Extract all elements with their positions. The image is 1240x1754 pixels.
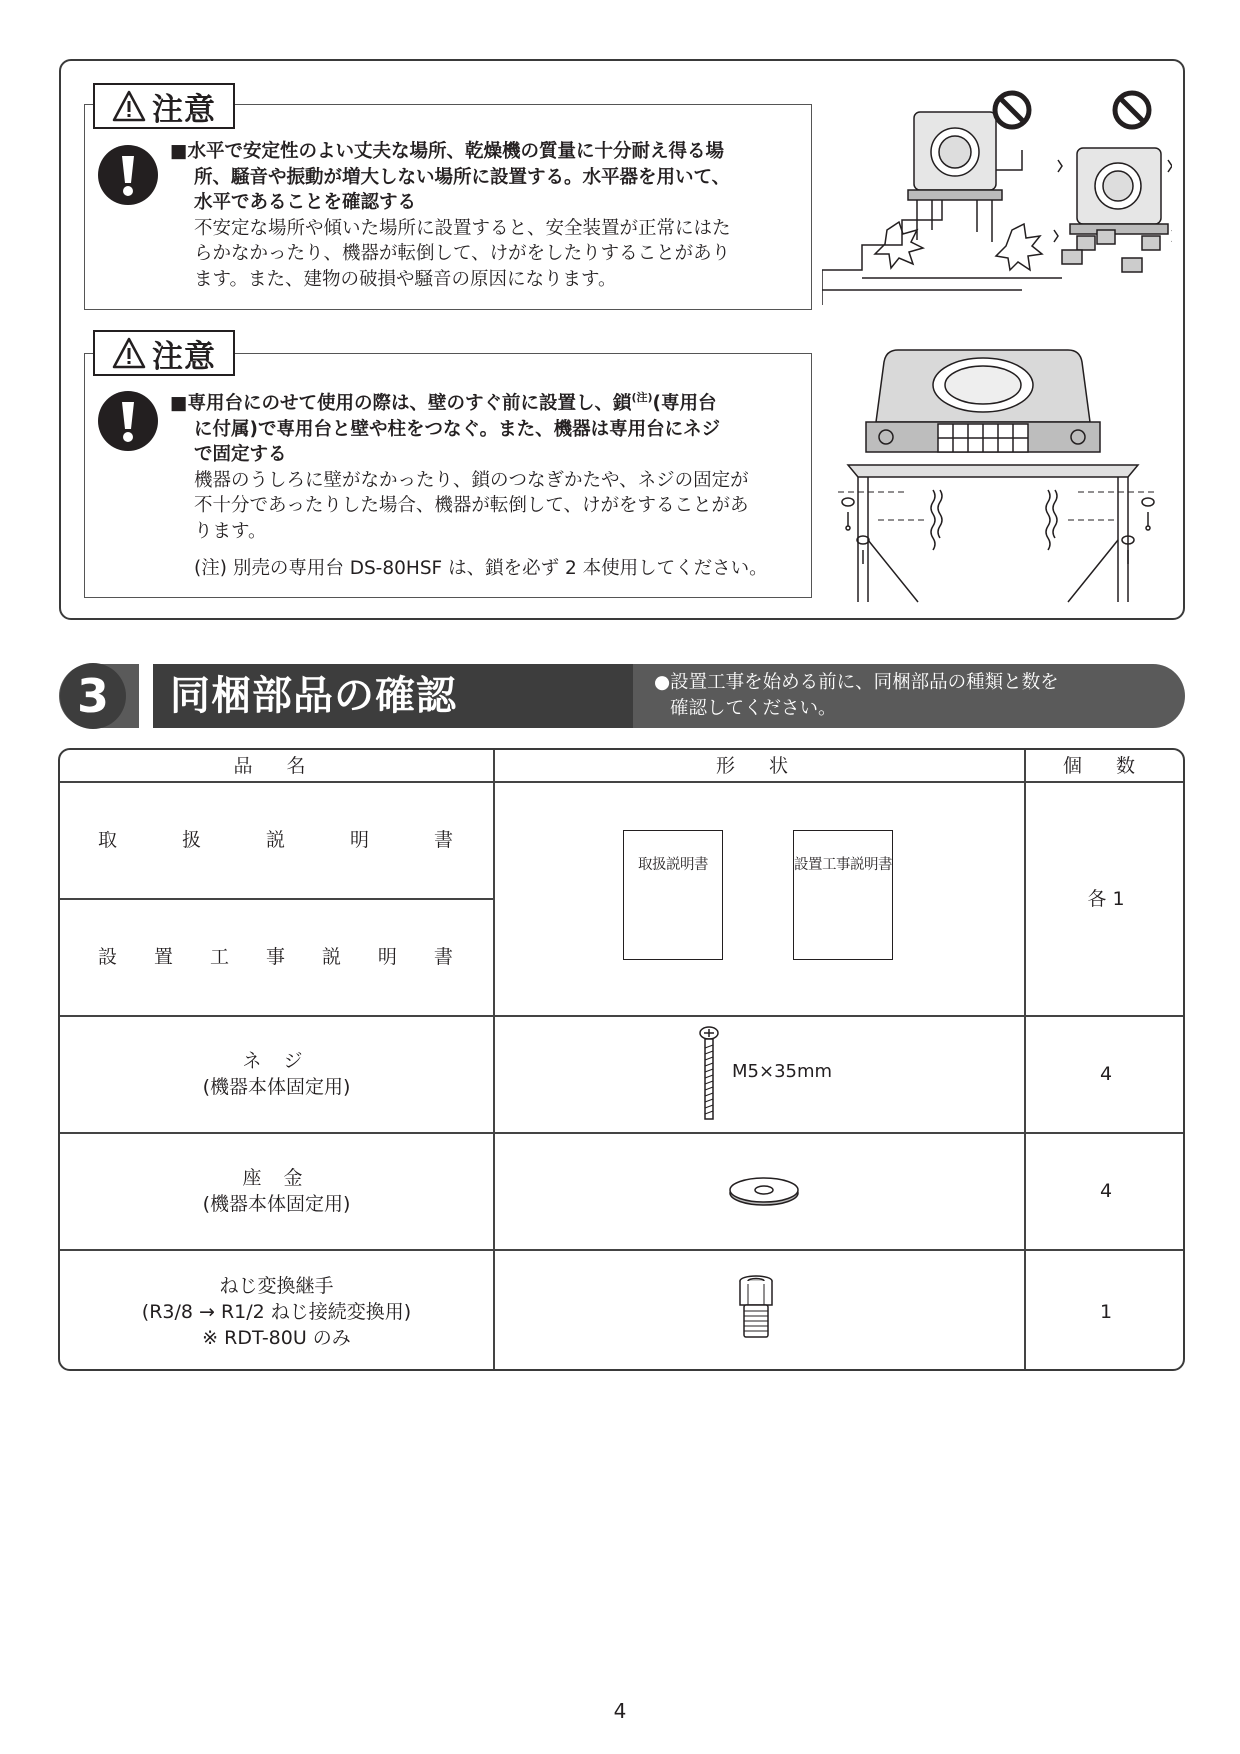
- table-divider: [493, 750, 495, 1369]
- caution-text-1: [170, 139, 810, 292]
- caution-heading-line: 水平であることを確認する: [194, 192, 417, 213]
- part-name: 座 金: [242, 1167, 311, 1189]
- part-purpose: (機器本体固定用): [202, 1076, 351, 1098]
- booklet-installation-manual: 設置工事説明書: [793, 830, 893, 960]
- stand-chain-illustration: [838, 340, 1158, 605]
- caution-body-line: 不安定な場所や傾いた場所に設置すると、安全装置が正常にはた: [194, 217, 731, 239]
- caution-label-text: 注意: [152, 338, 216, 375]
- mandatory-exclamation-icon: [97, 144, 159, 206]
- part-name-washer: [60, 1133, 493, 1249]
- header-count: 個 数: [1062, 754, 1150, 777]
- caution-label-text: 注意: [152, 91, 216, 128]
- part-name-joint: [60, 1250, 493, 1371]
- caution-heading-line: [170, 385, 810, 417]
- part-name-char: 扱: [181, 829, 201, 851]
- part-name-char: 説: [265, 829, 285, 851]
- thread-adapter-icon: [736, 1274, 776, 1340]
- caution-heading-line: ■水平で安定性のよい丈夫な場所、乾燥機の質量に十分耐え得る場: [170, 141, 724, 162]
- section-note-line: ●設置工事を始める前に、同梱部品の種類と数を: [654, 672, 1059, 693]
- parts-table: [58, 748, 1185, 1371]
- caution-heading-part: (専用台: [652, 393, 717, 414]
- part-name-char: 書: [433, 829, 453, 851]
- part-name-char: 明: [377, 946, 397, 968]
- section-title: 同梱部品の確認: [170, 673, 457, 719]
- part-name-char: 説: [321, 946, 341, 968]
- header-shape: 形 状: [715, 754, 803, 777]
- part-model-note: ※ RDT-80U のみ: [202, 1326, 351, 1349]
- part-name-char: 工: [209, 946, 229, 968]
- part-name-installation-manual: [60, 899, 493, 1015]
- warning-triangle-icon: [112, 90, 146, 122]
- note-reference: (注): [631, 391, 653, 404]
- caution-body-line: ります。: [194, 520, 267, 542]
- part-name: ネ ジ: [242, 1050, 311, 1072]
- part-name-char: 設: [98, 946, 118, 968]
- part-purpose: (機器本体固定用): [202, 1193, 351, 1215]
- screw-size: M5×35mm: [732, 1061, 833, 1082]
- section-number: 3: [60, 663, 126, 729]
- section-note: [654, 670, 1134, 722]
- washer-count: 4: [1099, 1180, 1113, 1202]
- caution-heading-line: で固定する: [194, 444, 287, 465]
- part-name-char: 書: [433, 946, 453, 968]
- caution-heading-part: ■専用台にのせて使用の際は、壁のすぐ前に設置し、鎖: [170, 393, 632, 414]
- booklet-instruction-manual: 取扱説明書: [623, 830, 723, 960]
- mandatory-exclamation-icon: [97, 390, 159, 452]
- caution-label: [93, 330, 235, 376]
- warning-triangle-icon: [112, 337, 146, 369]
- part-name-instruction-manual: [60, 782, 493, 898]
- section-separator: [139, 664, 153, 728]
- caution-heading-line: 所、騒音や振動が増大しない場所に設置する。水平器を用いて、: [194, 166, 731, 188]
- caution-body-line: らかなかったり、機器が転倒して、けがをしたりすることがあり: [194, 243, 731, 264]
- joint-count: 1: [1099, 1300, 1113, 1323]
- caution-body-line: 機器のうしろに壁がなかったり、鎖のつなぎかたや、ネジの固定が: [194, 469, 749, 491]
- screw-count: 4: [1099, 1063, 1113, 1085]
- caution-label: [93, 83, 235, 129]
- section-note-line: 確認してください。: [670, 698, 837, 719]
- unstable-placement-illustration: [822, 90, 1172, 305]
- part-purpose: (R3/8 → R1/2 ねじ接続変換用): [141, 1300, 412, 1323]
- header-name: 品 名: [233, 754, 320, 777]
- page-number: 4: [613, 1699, 627, 1723]
- caution-body-line: 不十分であったりした場合、機器が転倒して、けがをすることがあ: [194, 495, 749, 516]
- part-name-char: 事: [265, 946, 285, 968]
- caution-text-2: [170, 385, 810, 582]
- caution-footnote: (注) 別売の専用台 DS-80HSF は、鎖を必ず 2 本使用してください。: [194, 558, 768, 579]
- screw-icon: [696, 1026, 722, 1122]
- part-name: ねじ変換継手: [219, 1274, 334, 1297]
- part-name-char: 置: [153, 946, 173, 968]
- part-name-char: 明: [349, 829, 369, 851]
- part-name-char: 取: [98, 829, 118, 851]
- caution-heading-line: に付属)で専用台と壁や柱をつなぐ。また、機器は専用台にネジ: [194, 418, 721, 440]
- caution-body-line: ます。また、建物の破損や騒音の原因になります。: [194, 268, 617, 290]
- washer-icon: [728, 1174, 800, 1208]
- part-name-screw: [60, 1016, 493, 1132]
- manuals-count: 各 1: [1087, 887, 1125, 910]
